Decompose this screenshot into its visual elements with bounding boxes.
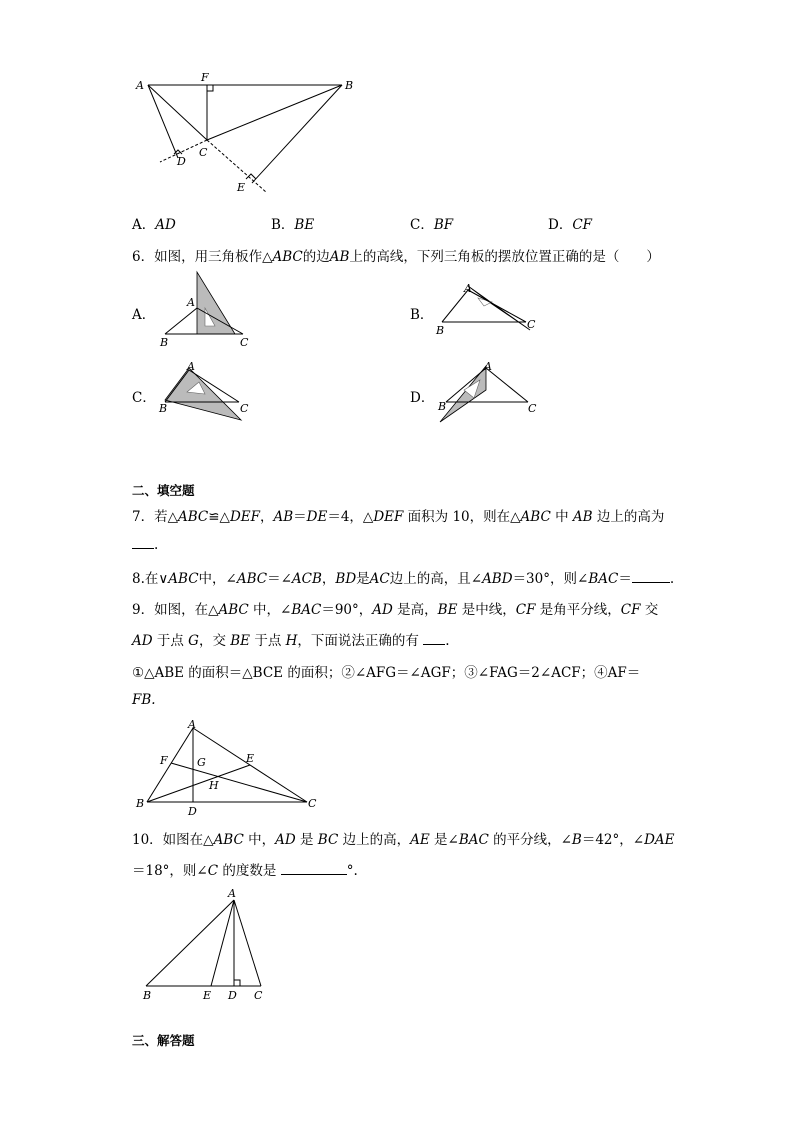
q9-answer-blank[interactable]	[423, 632, 445, 645]
q6c-label-a: A	[187, 360, 195, 373]
q9-line2: AD 于点 G，交 BE 于点 H，下面说法正确的有 .	[132, 633, 450, 649]
q8-answer-blank[interactable]	[632, 570, 670, 583]
q6b-label-a: A	[464, 282, 472, 295]
q9-label-a: A	[188, 718, 196, 731]
q5-option-b[interactable]: B．BE	[271, 217, 315, 233]
q9-label-g: G	[197, 756, 206, 769]
q6-option-c-figure	[155, 360, 265, 422]
q5-label-e: E	[237, 181, 246, 194]
q7-line1: 7．若△ABC≌△DEF，AB＝DE＝4，△DEF 面积为 10，则在△ABC 中 AB 边上的高为	[132, 509, 665, 525]
q6c-label-c: C	[240, 402, 249, 415]
q5-label-f: F	[201, 71, 209, 84]
q9-label-h: H	[209, 779, 219, 792]
q9-line4: FB.	[132, 692, 156, 708]
q5-label-d: D	[177, 155, 186, 168]
q10-label-c: C	[254, 989, 263, 1002]
q5-label-b: B	[345, 79, 354, 92]
q7-answer-blank[interactable]	[132, 536, 154, 549]
q6-option-c-letter[interactable]: C．	[132, 390, 156, 406]
q9-label-b: B	[136, 797, 145, 810]
q10-line1: 10．如图在△ABC 中，AD 是 BC 边上的高，AE 是∠BAC 的平分线，∠B＝42°，∠DAE	[132, 832, 675, 848]
q6c-label-b: B	[159, 402, 168, 415]
q5-option-a[interactable]: A．AD	[132, 217, 176, 233]
q9-label-e: E	[246, 752, 255, 765]
q5-label-a: A	[136, 79, 144, 92]
q6-option-d-figure	[430, 360, 550, 426]
q6-option-b-figure	[430, 278, 550, 340]
q6b-label-c: C	[527, 318, 536, 331]
q9-line1: 9．如图，在△ABC 中，∠BAC＝90°，AD 是高，BE 是中线，CF 是角平分线，CF 交	[132, 602, 659, 618]
q6-option-b-letter[interactable]: B．	[410, 307, 434, 323]
q6-option-a-letter[interactable]: A．	[132, 307, 156, 323]
q6a-label-c: C	[240, 336, 249, 349]
q8-line: 8.在∨ABC中，∠ABC＝∠ACB，BD是AC边上的高，且∠ABD＝30°，则∠BAC＝ .	[132, 571, 675, 587]
q10-line2: ＝18°，则∠C 的度数是 °.	[132, 863, 358, 879]
q9-figure	[130, 716, 330, 816]
q5-figure	[130, 70, 370, 200]
q5-option-d[interactable]: D．CF	[548, 217, 593, 233]
q10-label-b: B	[143, 989, 152, 1002]
q6d-label-c: C	[528, 402, 537, 415]
q6-option-d-letter[interactable]: D．	[410, 390, 435, 406]
q6-stem: 6．如图，用三角板作△ABC的边AB上的高线，下列三角板的摆放位置正确的是（ ）	[132, 249, 660, 265]
q6d-label-b: B	[438, 400, 447, 413]
q10-label-e: E	[203, 989, 212, 1002]
q7-line2: .	[132, 536, 158, 553]
q6a-label-a: A	[187, 296, 195, 309]
section-3-title: 三、解答题	[132, 1033, 195, 1048]
q9-label-f: F	[160, 754, 168, 767]
q10-answer-blank[interactable]	[281, 862, 347, 875]
q10-label-a: A	[228, 887, 236, 900]
section-2-title: 二、填空题	[132, 483, 195, 498]
q6a-label-b: B	[160, 336, 169, 349]
q5-option-c[interactable]: C．BF	[410, 217, 454, 233]
q9-line3: ①△ABE 的面积＝△BCE 的面积；②∠AFG＝∠AGF；③∠FAG＝2∠ACF；④AF＝	[132, 665, 641, 681]
q10-figure	[138, 886, 278, 1004]
q6-option-a-figure	[155, 268, 265, 348]
q9-label-d: D	[188, 805, 197, 818]
q6b-label-b: B	[436, 324, 445, 337]
q10-label-d: D	[228, 989, 237, 1002]
q9-label-c: C	[308, 797, 317, 810]
q6d-label-a: A	[484, 360, 492, 373]
q5-label-c: C	[199, 146, 208, 159]
